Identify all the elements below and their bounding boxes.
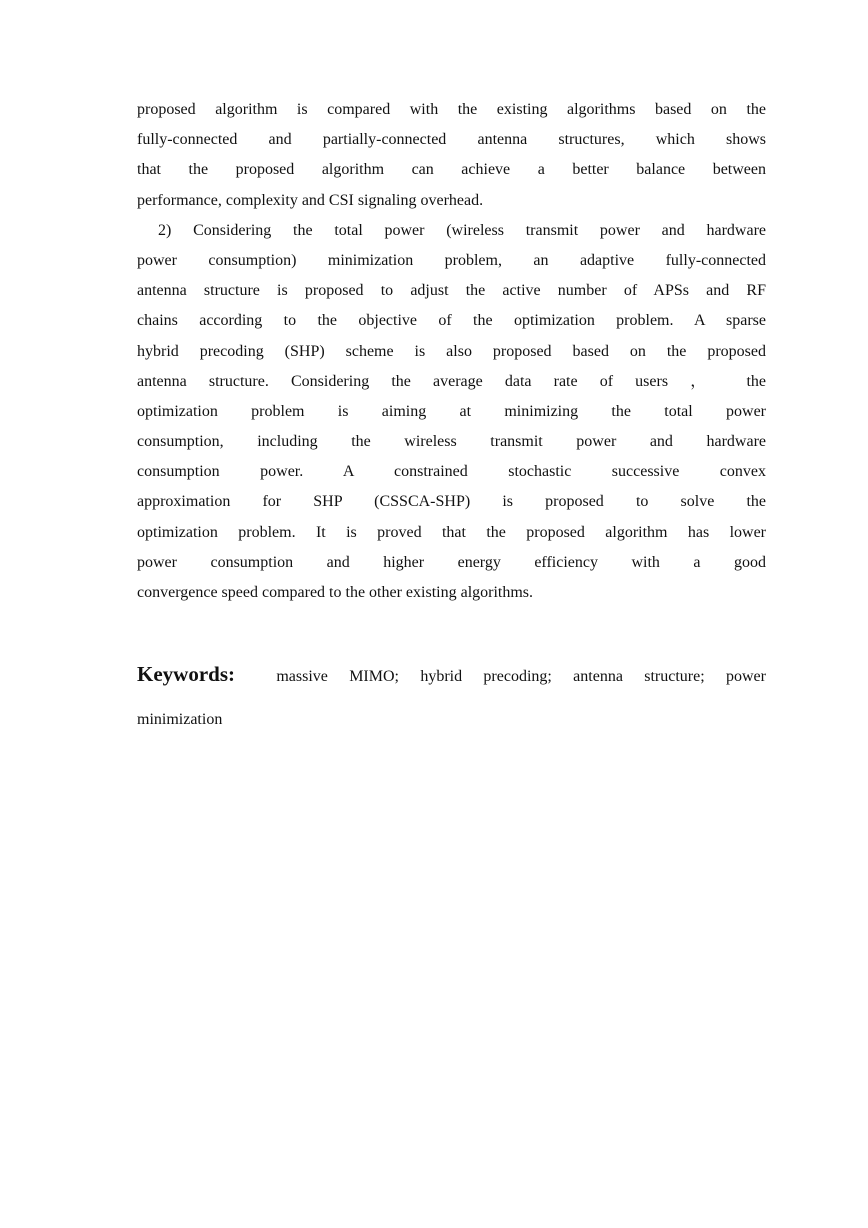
text-line: consumption power. A constrained stochastic successive convex [137,463,766,481]
text-line: optimization problem. It is proved that the proposed algorithm has lower [137,523,766,541]
keywords-section [137,662,766,729]
keyword-word: massive [276,668,328,685]
text-line: performance, complexity and CSI signaling overhead. [137,191,484,209]
keyword-word: MIMO; [349,668,399,685]
text-line: proposed algorithm is compared with the existing algorithms based on the [137,101,766,118]
paragraph-1 [137,95,766,216]
keywords-line-1 [137,662,766,698]
text-line: that the proposed algorithm can achieve a better balance between [137,161,766,179]
text-line: fully-connected and partially-connected antenna structures, which shows [137,131,766,149]
text-line: chains according to the objective of the optimization problem. A sparse [137,312,766,330]
text-line: power consumption and higher energy efficiency with a good [137,553,766,571]
paragraph-2 [137,216,766,608]
text-line: antenna structure is proposed to adjust the active number of APSs and RF [137,282,766,300]
text-line: optimization problem is aiming at minimizing the total power [137,402,766,420]
keyword-word: power [726,668,766,685]
text-line: 2) Considering the total power (wireless transmit power and hardware [158,221,766,239]
keywords-line-2: minimization [137,711,223,728]
keyword-word: precoding; [483,668,552,685]
text-line: power consumption) minimization problem, an adaptive fully-connected [137,251,766,269]
text-line: convergence speed compared to the other existing algorithms. [137,584,534,601]
text-line: hybrid precoding (SHP) scheme is also proposed based on the proposed [137,342,766,360]
text-line: approximation for SHP (CSSCA-SHP) is proposed to solve the [137,493,766,511]
keyword-word: hybrid [420,668,463,685]
keywords-label: Keywords: [137,662,235,686]
keyword-word: structure; [644,668,705,685]
abstract-body [137,95,766,608]
keyword-word: antenna [573,668,623,685]
text-line: antenna structure. Considering the average data rate of users ， the [137,372,766,390]
text-line: consumption, including the wireless transmit power and hardware [137,433,766,451]
